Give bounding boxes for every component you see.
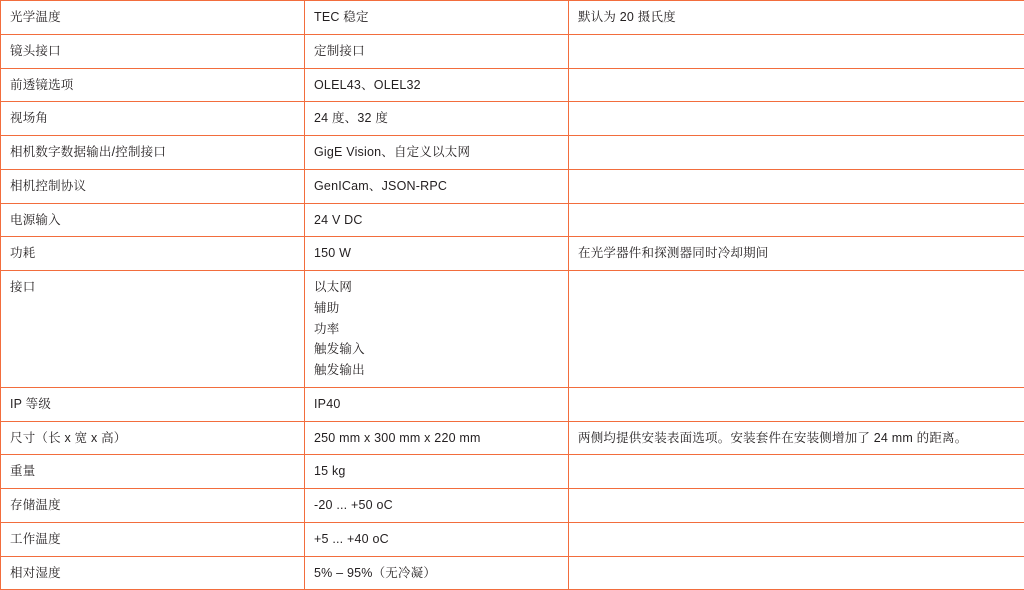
note-cell-lines	[578, 429, 1016, 448]
parameter-cell	[1, 522, 305, 556]
note-cell	[569, 203, 1024, 237]
parameter-cell	[1, 203, 305, 237]
note-cell	[569, 556, 1024, 590]
parameter-text: 前透镜选项	[10, 76, 296, 95]
note-cell	[569, 489, 1024, 523]
value-cell	[305, 102, 569, 136]
parameter-cell	[1, 136, 305, 170]
value-cell	[305, 68, 569, 102]
table-row	[1, 1, 1024, 35]
empty-cell-text	[578, 211, 1016, 225]
note-cell	[569, 271, 1024, 388]
note-cell-lines	[578, 8, 1016, 27]
empty-cell-text	[578, 530, 1016, 544]
parameter-cell	[1, 271, 305, 388]
parameter-cell	[1, 421, 305, 455]
empty-cell-text	[578, 278, 1016, 292]
empty-cell-text	[578, 496, 1016, 510]
parameter-cell	[1, 169, 305, 203]
value-cell	[305, 556, 569, 590]
note-cell-text: 在光学器件和探测器同时冷却期间	[578, 244, 1016, 263]
empty-cell-text	[578, 109, 1016, 123]
parameter-text: 存储温度	[10, 496, 296, 515]
parameter-text: IP 等级	[10, 395, 296, 414]
parameter-text: 光学温度	[10, 8, 296, 27]
table-row	[1, 522, 1024, 556]
value-cell	[305, 34, 569, 68]
note-cell	[569, 136, 1024, 170]
table-row	[1, 271, 1024, 388]
value-cell-text: 24 V DC	[314, 211, 560, 230]
value-cell-text: +5 ... +40 oC	[314, 530, 560, 549]
note-cell	[569, 34, 1024, 68]
empty-cell-text	[578, 177, 1016, 191]
note-cell	[569, 1, 1024, 35]
table-row	[1, 455, 1024, 489]
parameter-cell	[1, 1, 305, 35]
value-cell	[305, 1, 569, 35]
value-cell-lines	[314, 278, 560, 380]
value-cell-text: 触发输入	[314, 340, 560, 359]
value-cell-lines	[314, 177, 560, 196]
value-cell-lines	[314, 109, 560, 128]
parameter-text: 相对湿度	[10, 564, 296, 583]
note-cell	[569, 522, 1024, 556]
value-cell-lines	[314, 42, 560, 61]
note-cell	[569, 455, 1024, 489]
parameter-cell	[1, 387, 305, 421]
value-cell	[305, 136, 569, 170]
value-cell-text: 24 度、32 度	[314, 109, 560, 128]
value-cell-text: TEC 稳定	[314, 8, 560, 27]
parameter-text: 接口	[10, 278, 296, 297]
note-cell	[569, 169, 1024, 203]
value-cell-lines	[314, 211, 560, 230]
value-cell-lines	[314, 530, 560, 549]
value-cell-text: 150 W	[314, 244, 560, 263]
note-cell-text: 两侧均提供安装表面选项。安装套件在安装侧增加了 24 mm 的距离。	[578, 429, 1016, 448]
value-cell-lines	[314, 462, 560, 481]
value-cell	[305, 169, 569, 203]
parameter-cell	[1, 68, 305, 102]
value-cell-text: 以太网	[314, 278, 560, 297]
parameter-text: 相机控制协议	[10, 177, 296, 196]
value-cell-text: 定制接口	[314, 42, 560, 61]
parameter-cell	[1, 455, 305, 489]
parameter-text: 功耗	[10, 244, 296, 263]
parameter-text: 尺寸（长 x 宽 x 高）	[10, 429, 296, 448]
table-row	[1, 556, 1024, 590]
value-cell-text: GigE Vision、自定义以太网	[314, 143, 560, 162]
value-cell-lines	[314, 8, 560, 27]
table-row	[1, 237, 1024, 271]
table-row	[1, 203, 1024, 237]
value-cell	[305, 387, 569, 421]
value-cell-text: 15 kg	[314, 462, 560, 481]
note-cell	[569, 421, 1024, 455]
parameter-cell	[1, 489, 305, 523]
note-cell	[569, 102, 1024, 136]
value-cell	[305, 455, 569, 489]
table-row	[1, 489, 1024, 523]
parameter-cell	[1, 34, 305, 68]
table-row	[1, 421, 1024, 455]
table-row	[1, 34, 1024, 68]
value-cell-text: 触发输出	[314, 361, 560, 380]
value-cell-text: 250 mm x 300 mm x 220 mm	[314, 429, 560, 448]
parameter-text: 重量	[10, 462, 296, 481]
value-cell-text: OLEL43、OLEL32	[314, 76, 560, 95]
value-cell	[305, 237, 569, 271]
parameter-text: 相机数字数据输出/控制接口	[10, 143, 296, 162]
empty-cell-text	[578, 143, 1016, 157]
value-cell	[305, 522, 569, 556]
empty-cell-text	[578, 564, 1016, 578]
note-cell	[569, 237, 1024, 271]
note-cell-text: 默认为 20 摄氏度	[578, 8, 1016, 27]
value-cell-text: GenICam、JSON-RPC	[314, 177, 560, 196]
parameter-text: 视场角	[10, 109, 296, 128]
empty-cell-text	[578, 462, 1016, 476]
value-cell	[305, 421, 569, 455]
parameter-cell	[1, 237, 305, 271]
value-cell-lines	[314, 564, 560, 583]
value-cell-lines	[314, 143, 560, 162]
value-cell-text: IP40	[314, 395, 560, 414]
value-cell-text: 5% – 95%（无冷凝）	[314, 564, 560, 583]
note-cell	[569, 68, 1024, 102]
table-row	[1, 387, 1024, 421]
table-row	[1, 102, 1024, 136]
value-cell-lines	[314, 244, 560, 263]
value-cell	[305, 271, 569, 388]
parameter-cell	[1, 556, 305, 590]
table-row	[1, 68, 1024, 102]
table-row	[1, 136, 1024, 170]
value-cell-text: -20 ... +50 oC	[314, 496, 560, 515]
value-cell	[305, 489, 569, 523]
value-cell-text: 功率	[314, 320, 560, 339]
value-cell-lines	[314, 76, 560, 95]
value-cell-lines	[314, 429, 560, 448]
value-cell-lines	[314, 395, 560, 414]
parameter-text: 电源输入	[10, 211, 296, 230]
value-cell-lines	[314, 496, 560, 515]
value-cell-text: 辅助	[314, 299, 560, 318]
table-row	[1, 169, 1024, 203]
parameter-text: 工作温度	[10, 530, 296, 549]
parameter-cell	[1, 102, 305, 136]
table-body	[1, 1, 1024, 590]
empty-cell-text	[578, 395, 1016, 409]
note-cell	[569, 387, 1024, 421]
note-cell-lines	[578, 244, 1016, 263]
empty-cell-text	[578, 42, 1016, 56]
empty-cell-text	[578, 76, 1016, 90]
value-cell	[305, 203, 569, 237]
parameter-text: 镜头接口	[10, 42, 296, 61]
